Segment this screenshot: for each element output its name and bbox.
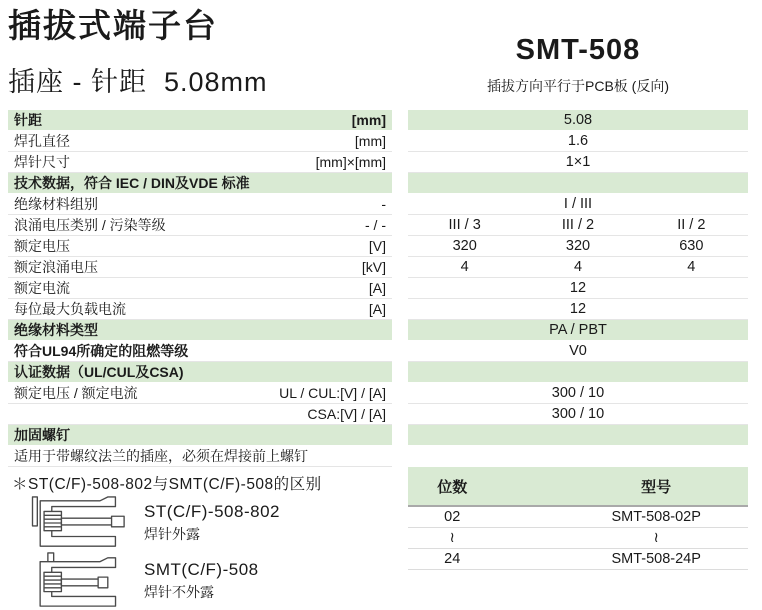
spec-value: 4 [687,259,696,275]
spec-section-row [8,362,748,383]
spec-row-left-cell [8,257,392,278]
spec-row [8,110,748,131]
spec-row-left-cell [8,383,392,404]
diagram-label-st [144,502,280,544]
spec-row-gutter [392,320,408,341]
spec-row [8,131,748,152]
spec-label: 适用于带螺纹法兰的插座，必须在焊接前上螺钉 [14,448,308,464]
parts-table [408,467,748,610]
spec-row-gutter [392,131,408,152]
spec-unit: UL / CUL:[V] / [A] [279,385,386,401]
spec-row-value-cell [408,341,748,362]
parts-cell: 24 [444,551,461,567]
diagram-desc-smt: 焊针不外露 [144,584,214,600]
spec-value: 12 [569,301,587,317]
spec-row-value-cell [408,320,748,341]
spec-value: 630 [679,238,704,254]
bottom-area [8,467,748,610]
spec-unit: [A] [368,301,386,317]
spec-row [8,341,748,362]
spec-value: I / III [563,196,593,212]
spec-row-gutter [392,341,408,362]
spec-row-gutter [392,110,408,131]
spec-row [8,320,748,341]
spec-unit: - [381,196,386,212]
spec-row-value-cell [408,278,748,299]
spec-row [8,152,748,173]
model-subtitle: 插拔方向平行于PCB板 (反向) [487,78,669,94]
comparison-item-st [8,496,392,550]
spec-row-left-cell [8,152,392,173]
spec-value: 320 [565,238,591,254]
spec-row-left-cell [8,278,392,299]
parts-header-model: 型号 [641,478,672,496]
spec-value: 12 [569,280,587,296]
spec-label: 焊孔直径 [14,133,70,149]
connector-diagram-smt-icon [14,552,132,610]
spec-section-row [8,173,748,194]
spec-label: 绝缘材料组别 [14,196,98,212]
spec-unit: CSA:[V] / [A] [307,406,386,422]
spec-value: PA / PBT [549,322,607,338]
spec-row-left-cell [8,362,392,383]
spec-unit: [mm] [351,112,386,128]
spec-row-gutter [392,194,408,215]
spec-row [8,404,748,425]
model-block [408,8,748,110]
spec-row [8,257,748,278]
spec-row [8,236,748,257]
spec-row-gutter [392,236,408,257]
spec-row-value-cell [408,152,748,173]
spec-row-value-cell [408,194,748,215]
spec-value: 300 / 10 [551,406,605,422]
spec-row [8,194,748,215]
spec-label: 额定电压 [14,238,70,254]
parts-cell: SMT-508-02P [611,509,701,525]
spec-row-left-cell [8,236,392,257]
spec-row-left-cell [8,110,392,131]
spec-row [8,215,748,236]
spec-value: II / 2 [677,217,706,233]
spec-unit: [mm] [354,133,386,149]
spec-row-value-cell [408,173,748,194]
spec-value: 300 / 10 [551,385,605,401]
spec-row-value-cell [408,425,748,446]
spec-row-left-cell [8,299,392,320]
spec-unit: [V] [368,238,386,254]
spec-label: 额定电压 / 额定电流 [14,385,138,401]
spec-row-left-cell [8,446,392,467]
spec-row-left-cell [8,320,392,341]
spec-value: V0 [569,343,587,359]
parts-table-row [408,528,748,549]
spec-row-left-cell [8,404,392,425]
spec-value: 1.6 [567,133,589,149]
spec-unit: [kV] [361,259,386,275]
spec-row [8,383,748,404]
spec-value: III / 3 [448,217,481,233]
spec-value: III / 2 [561,217,595,233]
spec-row-value-cell [408,215,748,236]
spec-label: 技术数据，符合 IEC / DIN及VDE 标准 [14,175,250,191]
spec-row [8,299,748,320]
comparison-note: ＊ST(C/F)-508-802与SMT(C/F)-508的区别 [12,476,322,493]
spec-row-gutter [392,383,408,404]
parts-header-positions: 位数 [437,478,468,496]
spec-unit: - / - [365,217,386,233]
title-block [8,8,392,110]
comparison-item-smt [8,552,392,610]
spec-label: 额定电流 [14,280,70,296]
spec-row-gutter [392,173,408,194]
spec-section-row [8,425,748,446]
parts-cell: ≀ [449,530,455,546]
spec-value: 4 [460,259,469,275]
header-gutter [392,8,408,110]
spec-row-gutter [392,215,408,236]
parts-cell: SMT-508-24P [611,551,701,567]
spec-row-value-cell [408,236,748,257]
diagram-desc-st: 焊针外露 [144,526,200,542]
spec-row-gutter [392,362,408,383]
spec-unit: [A] [368,280,386,296]
spec-label: 焊针尺寸 [14,154,70,170]
spec-label: 浪涌电压类别 / 污染等级 [14,217,166,233]
parts-table-header [408,467,748,507]
parts-cell: ≀ [653,530,659,546]
spec-label: 加固螺钉 [14,427,70,443]
parts-table-body [408,507,748,570]
spec-label: 针距 [14,112,42,128]
spec-row-gutter [392,404,408,425]
spec-row-left-cell [8,341,392,362]
spec-row-gutter [392,257,408,278]
parts-cell: 02 [444,509,461,525]
header [8,8,748,110]
spec-label: 额定浪涌电压 [14,259,98,275]
diagram-model-st: ST(C/F)-508-802 [144,502,280,521]
spec-row-value-cell [408,257,748,278]
spec-value: 4 [573,259,583,275]
diagram-label-smt [144,560,259,602]
spec-value: 1×1 [565,154,591,170]
spec-row-value-cell [408,110,748,131]
spec-row [8,278,748,299]
spec-row-left-cell [8,173,392,194]
spec-row-gutter [392,152,408,173]
diagram-model-smt: SMT(C/F)-508 [144,560,259,579]
spec-row-gutter [392,299,408,320]
spec-value: 5.08 [563,112,593,128]
spec-label: 每位最大负载电流 [14,301,126,317]
spec-label: 认证数据（UL/CUL及CSA) [14,364,184,380]
spec-row-left-cell [8,131,392,152]
spec-value: 320 [452,238,477,254]
spec-row-value-cell [408,446,748,467]
parts-table-row [408,507,748,528]
page-title: 插拔式端子台 [8,7,218,44]
bottom-gutter [392,467,408,610]
page-subtitle: 插座 - 针距 5.08mm [8,67,268,98]
connector-diagram-st-icon [14,496,132,550]
spec-row-left-cell [8,215,392,236]
spec-row-gutter [392,278,408,299]
parts-table-row [408,549,748,570]
spec-table [8,110,748,467]
spec-label: 绝缘材料类型 [14,322,98,338]
comparison-section [8,467,392,610]
spec-row-value-cell [408,299,748,320]
spec-row-value-cell [408,404,748,425]
spec-row [8,446,748,467]
spec-row-left-cell [8,425,392,446]
spec-row-gutter [392,446,408,467]
spec-unit: [mm]×[mm] [315,154,386,170]
spec-row-value-cell [408,362,748,383]
spec-label: 符合UL94所确定的阻燃等级 [14,343,189,359]
spec-row-left-cell [8,194,392,215]
model-title: SMT-508 [515,34,641,66]
spec-row-value-cell [408,383,748,404]
spec-row-value-cell [408,131,748,152]
spec-row-gutter [392,425,408,446]
